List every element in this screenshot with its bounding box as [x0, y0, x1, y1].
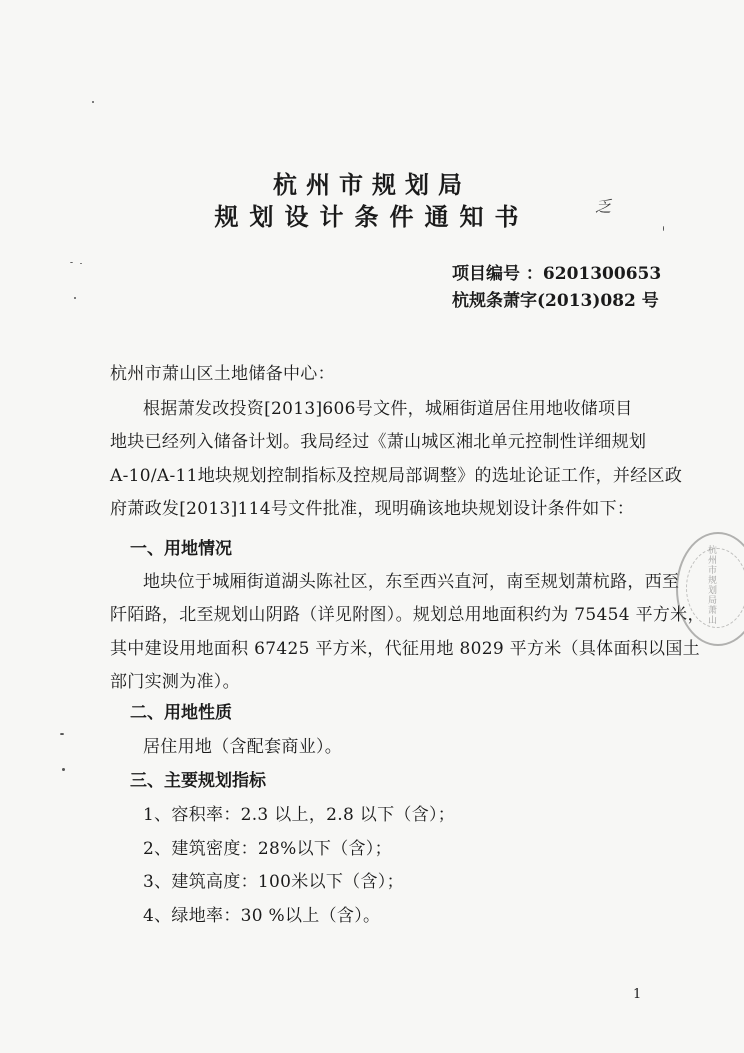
section-2-heading: 二、用地性质: [130, 703, 232, 723]
indicator-far: 1、容积率：2.3 以上，2.8 以下（含）；: [143, 805, 456, 825]
scan-speck: [80, 263, 82, 264]
intro-line-3: A-10/A-11地块规划控制指标及控规局部调整》的选址论证工作，并经区政: [110, 466, 683, 486]
section-1-line-4: 部门实测为准）。: [110, 672, 240, 692]
intro-line-1: 根据萧发改投资[2013]606号文件，城厢街道居住用地收储项目: [143, 399, 633, 419]
page-number: 1: [633, 987, 642, 1002]
indicator-green: 4、绿地率：30 %以上（含）。: [143, 906, 381, 926]
scan-speck: [74, 297, 76, 299]
seal-text: 杭州市规划局萧山: [706, 545, 716, 625]
handwritten-mark: 乏: [595, 197, 612, 216]
scan-speck: [60, 733, 64, 735]
section-2-line-1: 居住用地（含配套商业）。: [143, 737, 343, 757]
document-number: 杭规条萧字(2013)082 号: [452, 291, 659, 311]
scan-speck: [70, 262, 73, 263]
intro-line-4: 府萧政发[2013]114号文件批准，现明确该地块规划设计条件如下：: [110, 499, 635, 519]
scan-speck: [92, 101, 94, 103]
addressee: 杭州市萧山区土地储备中心：: [110, 364, 335, 384]
section-3-heading: 三、主要规划指标: [130, 771, 266, 791]
document-title: 规划设计条件通知书: [214, 202, 530, 231]
section-1-line-2: 阡陌路，北至规划山阴路（详见附图）。规划总用地面积约为 75454 平方米，: [110, 605, 705, 625]
section-1-line-1: 地块位于城厢街道湖头陈社区，东至西兴直河，南至规划萧杭路，西至: [143, 572, 680, 592]
intro-line-2: 地块已经列入储备计划。我局经过《萧山城区湘北单元控制性详细规划: [110, 432, 647, 452]
section-1-line-3: 其中建设用地面积 67425 平方米，代征用地 8029 平方米（具体面积以国土: [110, 639, 700, 659]
indicator-density: 2、建筑密度：28%以下（含）；: [143, 839, 392, 859]
scan-speck: [663, 226, 664, 231]
indicator-height: 3、建筑高度：100米以下（含）；: [143, 872, 404, 892]
section-1-heading: 一、用地情况: [130, 539, 232, 559]
project-number: 项目编号 ：6201300653: [452, 264, 662, 284]
org-title: 杭州市规划局: [273, 170, 471, 199]
scan-speck: [62, 768, 65, 771]
